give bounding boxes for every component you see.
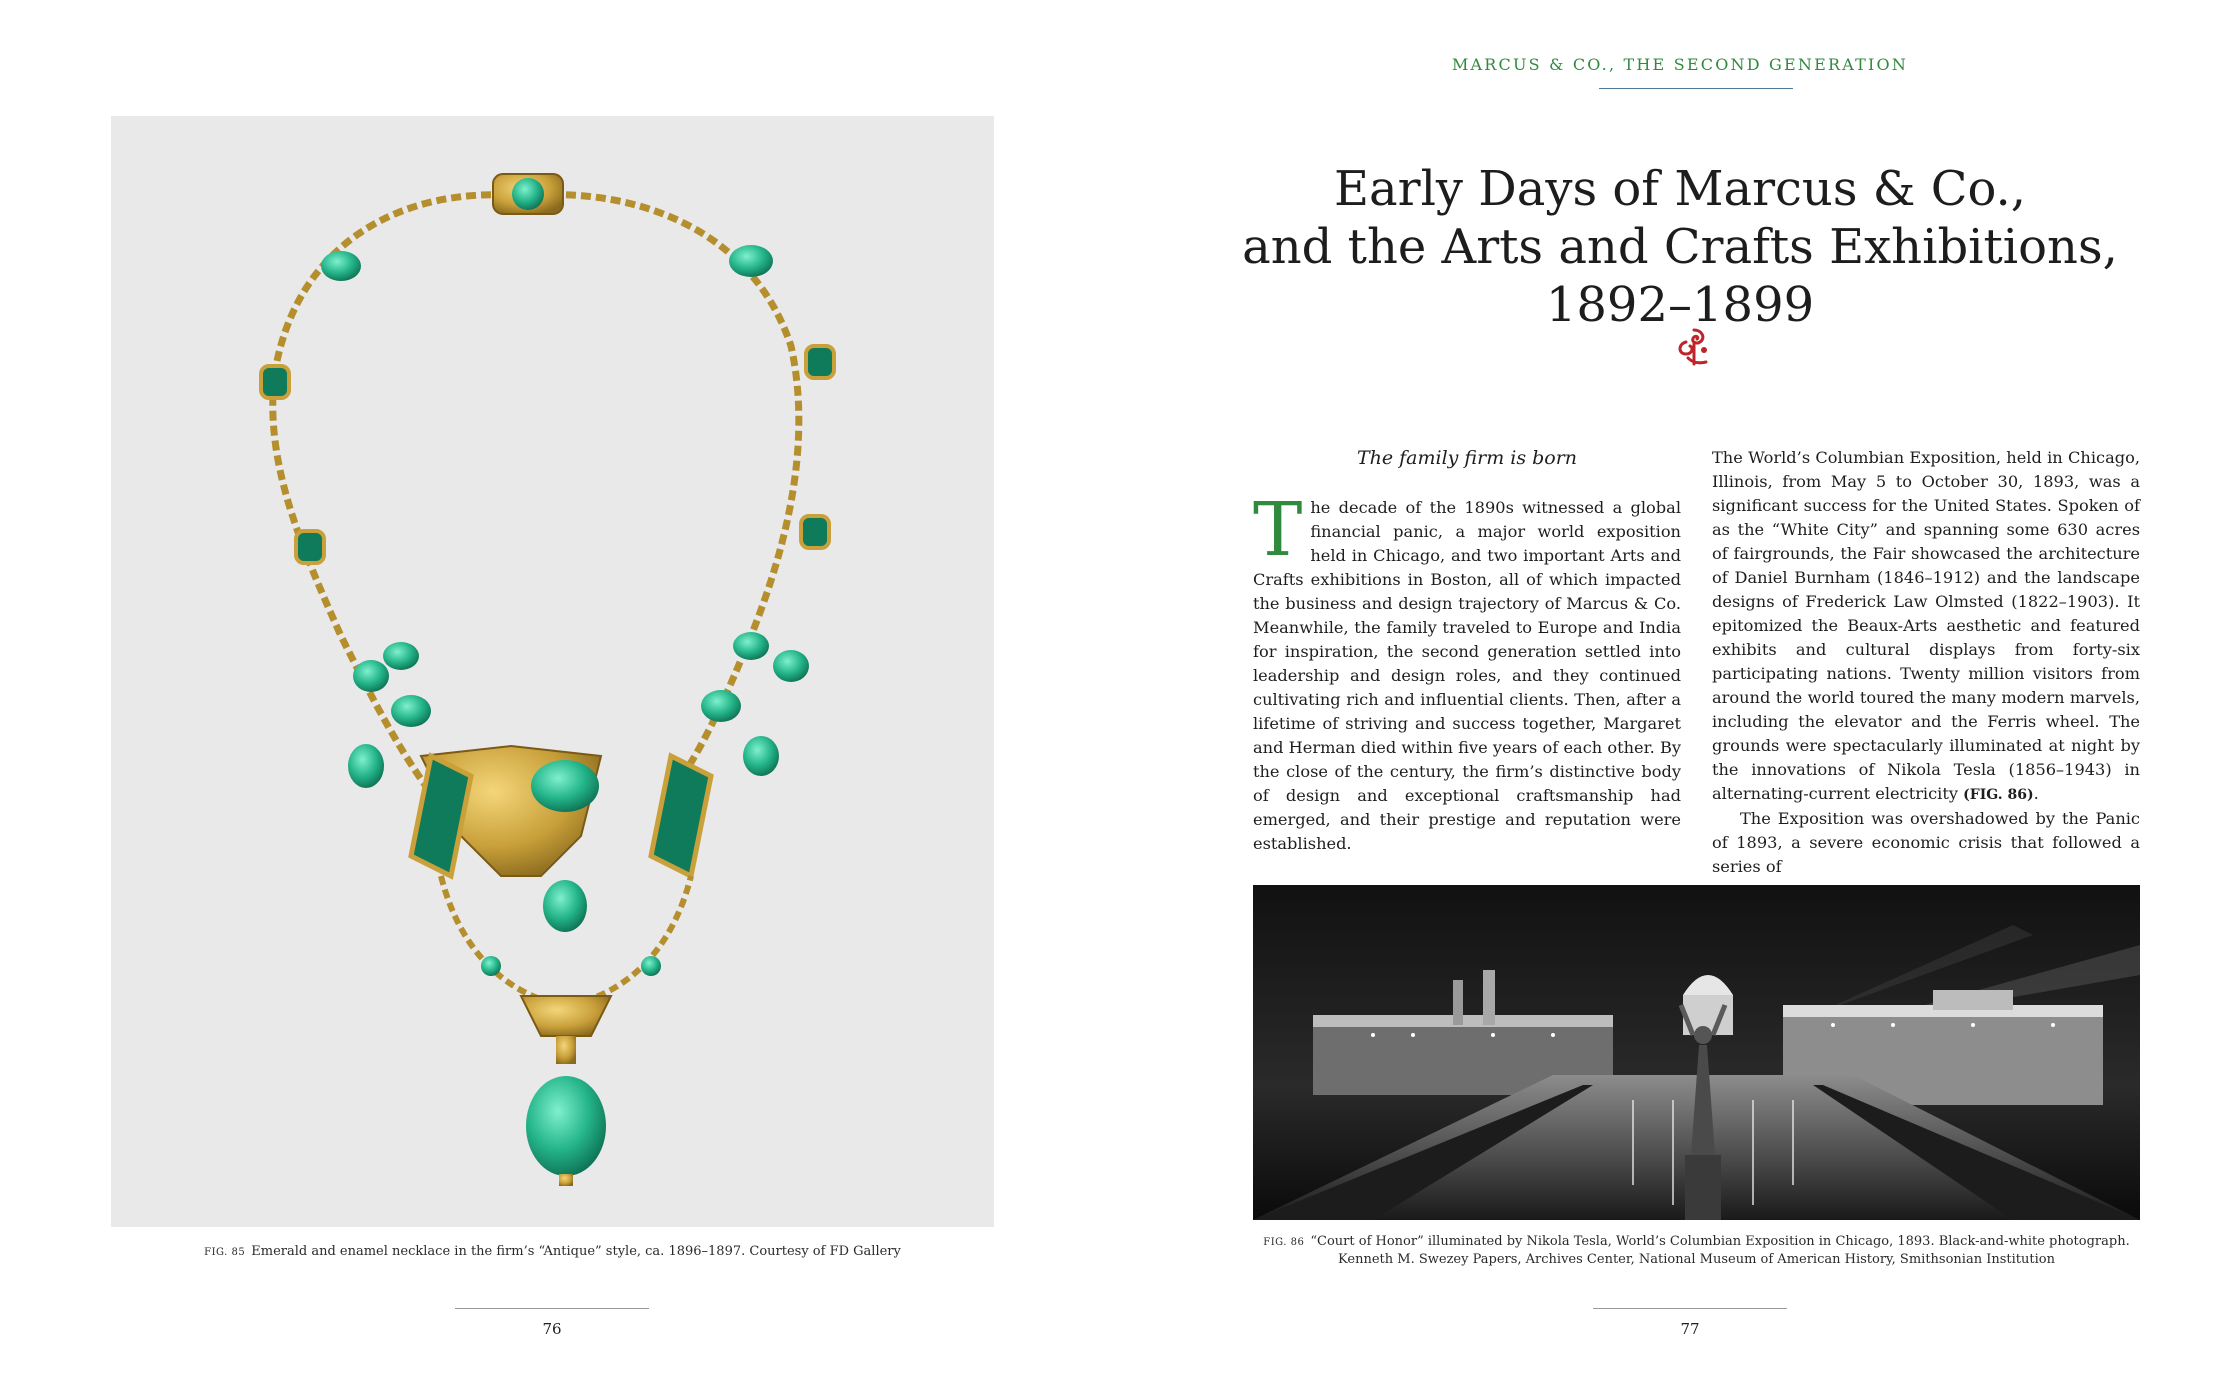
figure-caption (1253, 1233, 2140, 1268)
title-line: Early Days of Marcus & Co., (1333, 161, 2027, 218)
exposition-night-scene (1253, 885, 2140, 1220)
floral-ornament-icon (1672, 326, 1716, 370)
body-paragraph (1253, 487, 1681, 856)
figure-label: FIG. 85 (204, 1247, 246, 1258)
title-line: and the Arts and Crafts Exhibitions, (1242, 219, 2118, 276)
page-number: 77 (1680, 1320, 1700, 1338)
body-paragraph (1712, 446, 2140, 807)
figure-reference: (FIG. 86) (1963, 787, 2034, 803)
figure-caption-text: “Court of Honor” illuminated by Nikola Tesla, World’s Columbian Exposition in Chicago, 1893. Black-and-white photograph. (1310, 1234, 2130, 1249)
text-column-right (1712, 446, 2140, 879)
chapter-title (1210, 160, 2150, 334)
body-paragraph (1712, 807, 2140, 879)
figure-caption-text: Emerald and enamel necklace in the firm’s “Antique” style, ca. 1896–1897. Courtesy of FD Gallery (251, 1244, 901, 1259)
title-line: 1892–1899 (1545, 277, 1815, 334)
running-head: MARCUS & CO., THE SECOND GENERATION (1451, 55, 1909, 74)
body-text: he decade of the 1890s witnessed a global financial panic, a major world exposition held in Chicago, and two important Arts and Crafts exhibitions in Boston, all of which impacted the business and design trajectory of Marcus & Co. Meanwhile, the family traveled to Europe and India for inspiration, the second generation settled into leadership and design roles, and they continued cultivating rich and influential clients. Then, after a lifetime of striving and success together, Margaret and Herman died within five years of each other. By the close of the century, the firm’s distinctive body of design and exceptional craftsmanship had emerged, and their prestige and reputation were established. (1253, 498, 1681, 853)
folio-rule (1593, 1308, 1787, 1309)
running-head-rule (1599, 88, 1793, 89)
figure-label: FIG. 86 (1263, 1237, 1305, 1248)
court-of-honor-photograph (1253, 885, 2140, 1220)
body-text: The World’s Columbian Exposition, held in Chicago, Illinois, from May 5 to October 30, 1893, was a significant success for the United States. Spoken of as the “White City” and spanning some 630 acres of fairgrounds, the Fair showcased the architecture of Daniel Burnham (1846–1912) and the landscape designs of Frederick Law Olmsted (1822–1903). It epitomized the Beaux-Arts aesthetic and featured exhibits and cultural displays from forty-six participating nations. Twenty million visitors from around the world toured the many modern marvels, including the elevator and the Ferris wheel. The grounds were spectacularly illuminated at night by the innovations of Nikola Tesla (1856–1943) in alternating-current electricity (1712, 448, 2140, 803)
folio-rule (455, 1308, 649, 1309)
figure-caption-line (1253, 1233, 2140, 1251)
drop-cap: T (1253, 487, 1303, 573)
necklace-illustration (111, 116, 994, 1227)
necklace-photograph (111, 116, 994, 1227)
figure-caption (111, 1243, 994, 1261)
text-column-left (1253, 446, 1681, 856)
section-subhead: The family firm is born (1356, 447, 1578, 469)
body-text: The Exposition was overshadowed by the Panic of 1893, a severe economic crisis that followed a series of (1712, 809, 2140, 876)
body-text-end: . (2033, 784, 2039, 803)
right-page (1120, 0, 2240, 1400)
page-number: 76 (542, 1320, 562, 1338)
figure-caption-line: Kenneth M. Swezey Papers, Archives Center, National Museum of American History, Smithsonian Institution (1338, 1252, 2055, 1267)
